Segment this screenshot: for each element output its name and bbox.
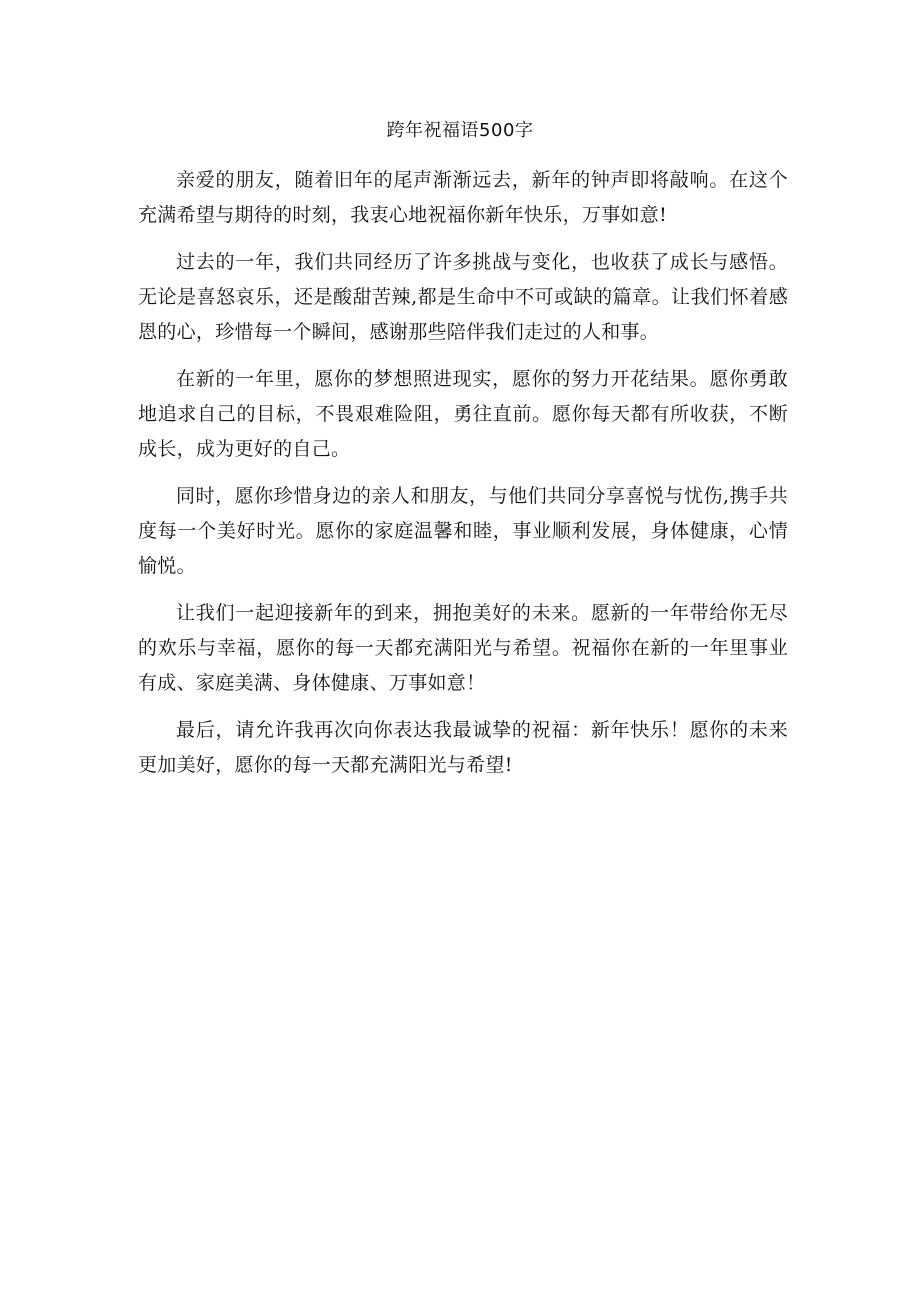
paragraph: 最后，请允许我再次向你表达我最诚挚的祝福：新年快乐！愿你的未来更加美好，愿你的每一天都充满阳光与希望!	[138, 719, 788, 776]
paragraph: 同时，愿你珍惜身边的亲人和朋友，与他们共同分享喜悦与忧伤,携手共度每一个美好时光。愿你的家庭温馨和睦，事业顺利发展，身体健康，心情愉悦。	[138, 485, 788, 577]
paragraph: 在新的一年里，愿你的梦想照进现实，愿你的努力开花结果。愿你勇敢地追求自己的目标，不畏艰难险阻，勇往直前。愿你每天都有所收获，不断成长，成为更好的自己。	[138, 368, 788, 460]
paragraph: 过去的一年，我们共同经历了许多挑战与变化，也收获了成长与感悟。无论是喜怒哀乐，还是酸甜苦辣,都是生命中不可或缺的篇章。让我们怀着感恩的心，珍惜每一个瞬间，感谢那些陪伴我们走过的人和事。	[138, 251, 788, 343]
paragraph: 让我们一起迎接新年的到来，拥抱美好的未来。愿新的一年带给你无尽的欢乐与幸福，愿你的每一天都充满阳光与希望。祝福你在新的一年里事业有成、家庭美满、身体健康、万事如意！	[138, 602, 788, 694]
document-title: 跨年祝福语500字	[386, 120, 534, 141]
document-body	[138, 163, 788, 795]
paragraph: 亲爱的朋友，随着旧年的尾声渐渐远去，新年的钟声即将敲响。在这个充满希望与期待的时刻，我衷心地祝福你新年快乐，万事如意!	[138, 169, 788, 226]
